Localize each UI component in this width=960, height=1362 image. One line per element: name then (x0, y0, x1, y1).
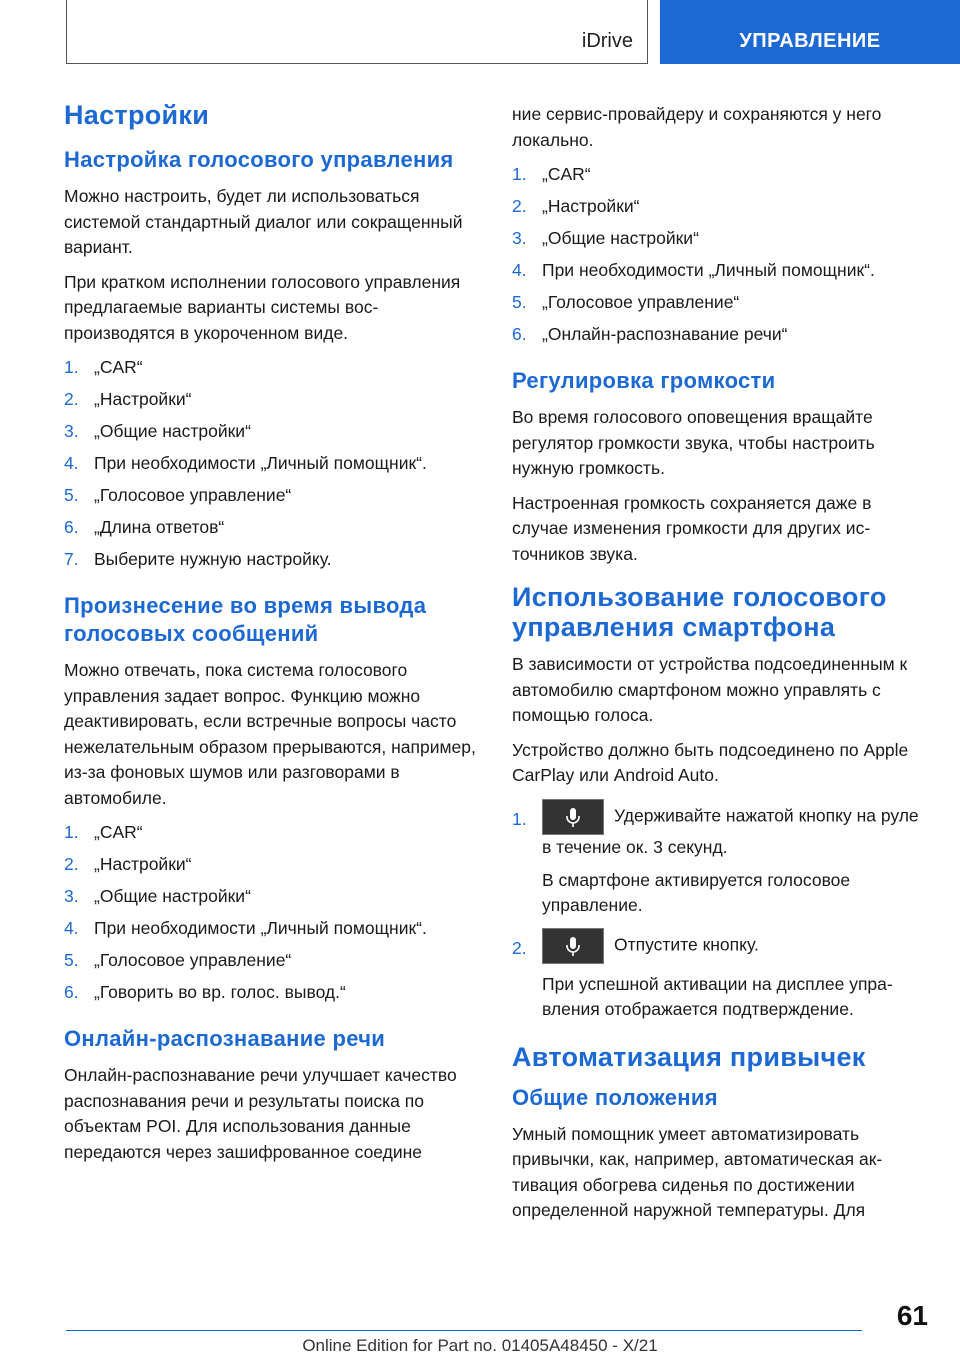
heading-smartphone-voice: Использование голосового управления смартфона (512, 582, 887, 642)
step-text: „Общие настройки“ (94, 886, 251, 906)
paragraph: Во время голосового оповещения вращайте регулятор громкости звука, чтобы настроить нужную громкость. (512, 407, 875, 478)
microphone-icon (565, 807, 581, 829)
list-item (512, 194, 932, 219)
step-number: 5. (64, 485, 79, 505)
list-item (512, 290, 932, 315)
list-item (64, 852, 479, 877)
header-section-label: iDrive (581, 30, 633, 52)
step-number: 5. (512, 292, 527, 312)
list-item (64, 451, 479, 476)
step-text: „Голосовое управление“ (542, 292, 740, 312)
microphone-icon (565, 936, 581, 958)
step-text: Отпустите кнопку. (614, 934, 759, 955)
step-text: „Настройки“ (542, 196, 640, 216)
heading-settings: Настройки (64, 100, 210, 130)
step-text: Выберите нужную настройку. (94, 549, 332, 569)
voice-button-image (542, 799, 604, 835)
paragraph: Можно настроить, будет ли использоваться системой стандартный диалог или сокращенный вариант. (64, 186, 463, 257)
step-number: 6. (512, 324, 527, 344)
step-number: 6. (64, 982, 79, 1002)
heading-general: Общие положения (512, 1084, 718, 1110)
step-number: 1. (512, 808, 527, 829)
step-number: 2. (512, 196, 527, 216)
right-column (512, 102, 932, 1233)
step-number: 4. (512, 260, 527, 280)
heading-habit-automation: Автоматизация привычек (512, 1041, 866, 1072)
step-number: 2. (64, 389, 79, 409)
step-text: „Общие настройки“ (94, 421, 251, 441)
step-text: Удерживайте нажатой кнопку на руле в течение ок. 3 секунд. (542, 805, 919, 857)
step-number: 7. (64, 549, 79, 569)
paragraph: Настроенная громкость сохраняется даже в случае изменения громкости для других источников звука. (512, 492, 872, 564)
step-text: „Длина ответов“ (94, 517, 225, 537)
step-number: 3. (64, 886, 79, 906)
list-item (64, 884, 479, 909)
list-item (64, 515, 479, 540)
step-subtext: При успешной активации на дисплее управления отображается подтверждение. (542, 973, 893, 1019)
heading-online-recognition: Онлайн-распознавание речи (64, 1026, 386, 1051)
paragraph: Онлайн-распознавание речи улучшает качество распознавания речи и результаты поиска по объектам POI. Для использования данные передаются через зашифрованное соедине (64, 1065, 457, 1162)
header-section-box (66, 0, 648, 64)
list-item (512, 322, 932, 347)
heading-volume: Регулировка громкости (512, 368, 776, 393)
steps-list (512, 799, 932, 1022)
step-text: „CAR“ (94, 822, 143, 842)
header-chapter-tab (660, 0, 960, 64)
step-number: 1. (64, 822, 79, 842)
step-number: 3. (512, 228, 527, 248)
step-text: „Голосовое управление“ (94, 485, 292, 505)
paragraph: Можно отвечать, пока система голосового управления задает вопрос. Функцию можно деактивировать, если встречные вопросы часто нежелательным образом прерываются, например, из-за фоновых шумов или разговорами в автомобиле. (64, 660, 476, 808)
step-text: „Говорить во вр. голос. вывод.“ (94, 982, 346, 1002)
step-text: При необходимости „Личный помощник“. (94, 453, 427, 473)
list-item (64, 483, 479, 508)
left-column (64, 100, 479, 1174)
list-item (64, 355, 479, 380)
paragraph: Умный помощник умеет автоматизировать привычки, как, например, автоматическая активация обогрева сиденья по достижении определенной наружной температуры. Для (512, 1123, 883, 1220)
list-item (64, 948, 479, 973)
paragraph: В зависимости от устройства подсоединенным к автомобилю смартфоном можно управлять с помощью голоса. (512, 654, 908, 725)
step-number: 6. (64, 517, 79, 537)
step-number: 2. (64, 854, 79, 874)
step-text: „Общие настройки“ (542, 228, 699, 248)
list-item (64, 820, 479, 845)
list-item (512, 258, 932, 283)
step-number: 4. (64, 453, 79, 473)
step-text: При необходимости „Личный помощник“. (94, 918, 427, 938)
heading-barge-in: Произнесение во время вывода голосовых сообщений (64, 593, 427, 646)
list-item (64, 916, 479, 941)
header-chapter-label: УПРАВЛЕНИЕ (739, 30, 881, 52)
step-text: При необходимости „Личный помощник“. (542, 260, 875, 280)
steps-list (64, 820, 479, 1005)
step-text: „Онлайн-распознавание речи“ (542, 324, 788, 344)
page-number: 61 (896, 1300, 928, 1331)
voice-button-image (542, 928, 604, 964)
footer-divider (66, 1330, 862, 1331)
list-item (512, 162, 932, 187)
step-number: 2. (512, 937, 527, 958)
paragraph: Устройство должно быть подсоединено по Apple CarPlay или Android Auto. (512, 739, 909, 785)
list-item (64, 419, 479, 444)
steps-list (512, 162, 932, 347)
step-text: „Настройки“ (94, 389, 192, 409)
step-number: 1. (64, 357, 79, 377)
paragraph: При кратком исполнении голосового управления предлагаемые варианты системы воспроизводятся в укороченном виде. (64, 271, 461, 343)
step-text: „Голосовое управление“ (94, 950, 292, 970)
step-text: „CAR“ (94, 357, 143, 377)
list-item (512, 226, 932, 251)
footer-edition: Online Edition for Part no. 01405A48450 - X/21 (302, 1336, 658, 1355)
step-number: 1. (512, 164, 527, 184)
list-item (512, 799, 932, 918)
list-item (64, 387, 479, 412)
heading-voice-settings: Настройка голосового управления (64, 147, 454, 172)
list-item (64, 547, 479, 572)
step-number: 5. (64, 950, 79, 970)
paragraph: ние сервис-провайдеру и сохраняются у него локально. (512, 104, 882, 150)
steps-list (64, 355, 479, 572)
step-text: „CAR“ (542, 164, 591, 184)
step-text: „Настройки“ (94, 854, 192, 874)
step-number: 4. (64, 918, 79, 938)
list-item (64, 980, 479, 1005)
step-number: 3. (64, 421, 79, 441)
step-subtext: В смартфоне активируется голосовое управление. (542, 869, 851, 915)
list-item (512, 928, 932, 1022)
